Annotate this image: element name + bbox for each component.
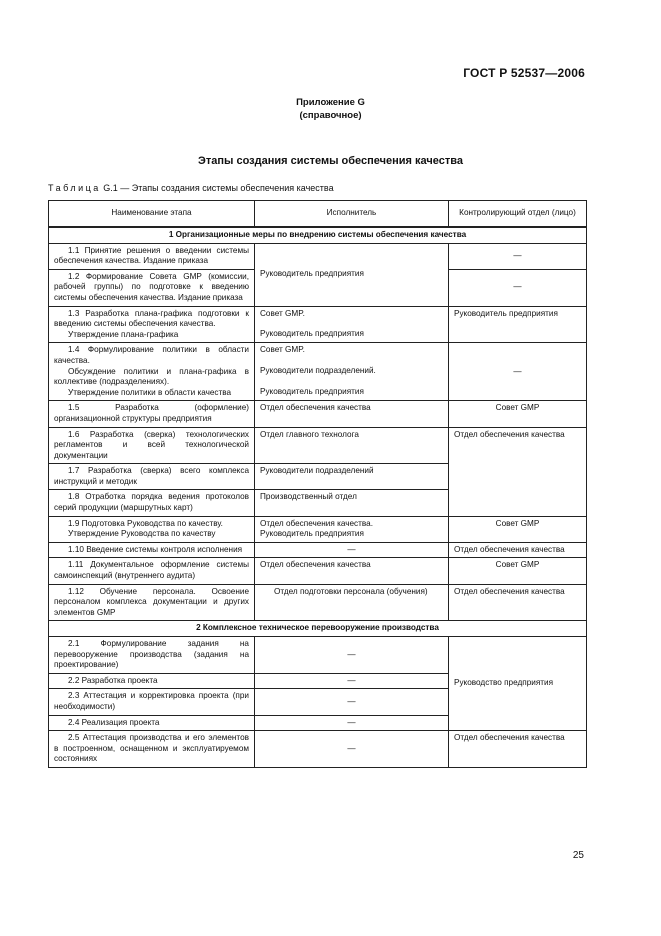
table-caption: [48, 183, 334, 193]
table-row: [49, 584, 587, 621]
stage-1-5: 1.5 Разработка (оформление) организационной структуры предприятия: [54, 403, 249, 423]
executor-qa: Отдел обеспечения качества: [260, 560, 371, 570]
stage-1-10: 1.10 Введение системы контроля исполнения: [68, 544, 243, 554]
appendix-note: (справочное): [299, 110, 362, 121]
executor-qa: Отдел обеспечения качества: [260, 403, 371, 413]
section-2-title: 2 Комплексное техническое перевооружение производства: [49, 621, 587, 637]
executor-ceo: Руководитель предприятия: [260, 529, 364, 539]
controller-council: Совет GMP: [495, 560, 540, 570]
stage-1-9: 1.9 Подготовка Руководства по качеству.: [68, 518, 223, 528]
executor-dash: —: [255, 673, 449, 689]
table-row: [49, 343, 587, 401]
table-row: [49, 731, 587, 768]
appendix-heading: [0, 96, 661, 122]
page-title: Этапы создания системы обеспечения качества: [198, 155, 463, 167]
controller-dash: —: [449, 343, 587, 401]
executor-dash: —: [255, 542, 449, 558]
controller-dash: —: [449, 269, 587, 306]
executor-dash: —: [255, 715, 449, 731]
controller-qa: Отдел обеспечения качества: [454, 544, 565, 554]
stage-1-12: 1.12 Обучение персонала. Освоение персоналом комплекса документации и других элементов GMP: [54, 586, 249, 617]
executor-ceo: Руководитель предприятия: [260, 269, 364, 279]
table-header-row: [49, 201, 587, 228]
table-caption-prefix: Таблица: [48, 183, 101, 193]
controller-qa: Отдел обеспечения качества: [454, 733, 565, 743]
stage-2-2: 2.2 Разработка проекта: [68, 675, 158, 685]
controller-ceo: Руководитель предприятия: [454, 308, 558, 318]
executor-dept-heads: Руководители подразделений.: [260, 365, 376, 375]
table-caption-text: G.1 — Этапы создания системы обеспечения качества: [100, 183, 334, 193]
table-row: [49, 243, 587, 269]
executor-training: Отдел подготовки персонала (обучения): [274, 586, 428, 596]
stage-1-8: 1.8 Отработка порядка ведения протоколов серий продукции (маршрутных карт): [54, 492, 249, 513]
section-row: [49, 621, 587, 637]
stage-1-7: 1.7 Разработка (сверка) всего комплекса инструкций и методик: [54, 466, 249, 486]
controller-leadership: Руководство предприятия: [454, 678, 554, 688]
table-row: [49, 542, 587, 558]
document-code: ГОСТ Р 52537—2006: [463, 66, 585, 80]
stage-2-3: 2.3 Аттестация и корректировка проекта (при необходимости): [54, 691, 249, 711]
table-row: [49, 401, 587, 427]
executor-council: Совет GMP.: [260, 308, 305, 318]
table-row: [49, 637, 587, 674]
stage-2-4: 2.4 Реализация проекта: [68, 717, 160, 727]
stage-1-3-approve: Утверждение плана-графика: [68, 329, 179, 339]
table-row: [49, 558, 587, 584]
stage-1-2: 1.2 Формирование Совета GMP (комиссии, рабочей группы) по подготовке к введению системы обеспечения качества. Издание приказа: [54, 271, 249, 302]
stages-table: [48, 200, 587, 768]
controller-qa: Отдел обеспечения качества: [454, 429, 565, 439]
stage-1-1: 1.1 Принятие решения о введении системы обеспечения качества. Издание приказа: [54, 245, 249, 266]
executor-ceo: Руководитель предприятия: [260, 386, 364, 396]
stage-1-11: 1.11 Документальное оформление системы самоинспекций (внутреннего аудита): [54, 560, 249, 581]
table-row: [49, 427, 587, 464]
executor-dash: —: [255, 689, 449, 715]
executor-dept-heads: Руководители подразделений: [260, 466, 374, 476]
controller-council: Совет GMP: [495, 518, 540, 528]
controller-council: Совет GMP: [495, 403, 540, 413]
executor-dash: —: [255, 637, 449, 674]
section-1-title: 1 Организационные меры по внедрению системы обеспечения качества: [49, 227, 587, 243]
executor-production: Производственный отдел: [260, 492, 357, 502]
stage-1-4-discuss: Обсуждение политики и плана-графика в коллективе (подразделениях).: [54, 366, 249, 387]
stage-1-9-approve: Утверждение Руководства по качеству: [68, 529, 216, 539]
executor-qa: Отдел обеспечения качества.: [260, 518, 373, 528]
header-controller: Контролирующий отдел (лицо): [449, 201, 587, 228]
stage-1-4: 1.4 Формулирование политики в области качества.: [54, 345, 249, 365]
table-row: [49, 306, 587, 343]
executor-chief-tech: Отдел главного технолога: [260, 429, 359, 439]
stage-1-4-approve: Утверждение политики в области качества: [68, 387, 232, 397]
executor-dash: —: [255, 731, 449, 768]
stage-1-6: 1.6 Разработка (сверка) технологических регламентов и всей технологической документации: [54, 429, 249, 460]
stage-1-3: 1.3 Разработка плана-графика подготовки к введению системы обеспечения качества.: [54, 308, 249, 329]
controller-qa: Отдел обеспечения качества: [454, 586, 565, 596]
header-executor: Исполнитель: [255, 201, 449, 228]
stage-2-1: 2.1 Формулирование задания на перевооружение производства (задания на проектирование): [54, 639, 249, 670]
executor-council: Совет GMP.: [260, 345, 305, 355]
page-number: 25: [572, 850, 584, 861]
executor-ceo: Руководитель предприятия: [260, 329, 364, 339]
appendix-label: Приложение G: [296, 97, 365, 108]
section-row: [49, 227, 587, 243]
controller-dash: —: [449, 243, 587, 269]
header-stage: Наименование этапа: [49, 201, 255, 228]
stage-2-5: 2.5 Аттестация производства и его элементов в построенном, оснащенном и эксплуатируемом состояниях: [54, 733, 249, 764]
table-row: [49, 516, 587, 542]
